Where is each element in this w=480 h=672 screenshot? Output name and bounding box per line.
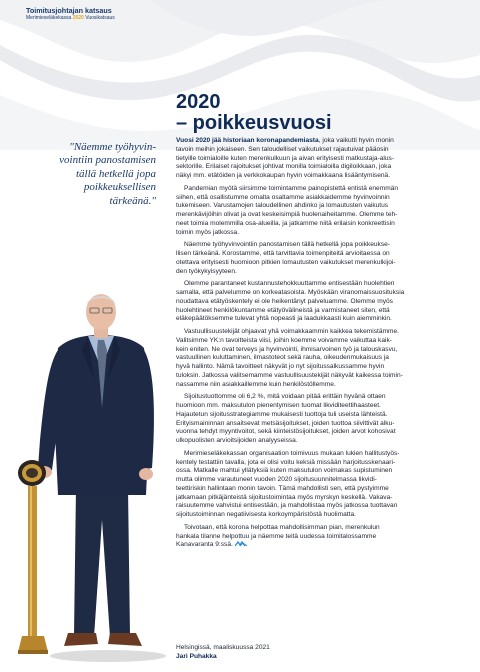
text-line: vastuullinen kuluttaminen, ilmastoteot sekä rauha, oikeudenmukaisuus ja [176, 354, 389, 362]
text-line: Erityismaininnan ansaitsevat metsäsijoitukset, joiden tuottoa siivittivät alku- [176, 419, 395, 427]
text-line: Merimieseläkekassan organisaation toimivuus mukaan lukien hallitustyös- [184, 449, 400, 457]
section-title: Toimitusjohtajan katsaus [26, 6, 112, 15]
text-line: näkyi mm. etätöiden ja verkkokaupan hyvin voimakkaana lisääntymisenä. [176, 172, 391, 179]
signoff-place-date: Helsingissä, maaliskuussa 2021 [176, 644, 270, 651]
report-subtitle [26, 15, 226, 22]
text-line: Vastuullisuustekijät ohjaavat yhä voimakkaammin kaikkea tekemistämme. [184, 328, 399, 335]
report-header [26, 7, 226, 22]
text-line: Valitsimme YK:n tavoitteista viisi, joihin koemme voivamme vaikuttaa kaik- [176, 336, 392, 344]
text-line: Olemme parantaneet kustannustehokkuuttamme entisestään huolehtien [184, 280, 395, 288]
text-line: sektorille. Erilaiset rajoitukset johtivat monilla toimialoilla digiloikkaan, joka [176, 163, 392, 171]
text-line: samalla, että palvelumme on korkeatasoista. Myöskään viranomaissuosituksia [176, 289, 405, 296]
paragraph [176, 450, 448, 520]
signoff [176, 643, 376, 661]
paragraph [176, 328, 448, 389]
text-line: vuonna tehdyt myyntivoitot, sekä kiinteistösijoitukset, joiden arvot kohosivat [176, 428, 396, 436]
article-title [176, 92, 416, 134]
text-line: nassamme niin asiakkaillemme kuin henkilöstöllemme. [176, 380, 336, 388]
pull-quote-line: tällä hetkellä jopa [75, 167, 156, 180]
text-line: Pandemian myötä siirsimme toimintamme painopistettä entistä enemmän [184, 184, 399, 192]
pull-quote-line: poikkeuksellisen [83, 181, 156, 194]
text-line: hyvä hallinto. Nämä tavoitteet näkyvät jo nyt sijoitussalkussamme hyvin [176, 363, 385, 370]
text-line: kein eniten. Ne ovat terveys ja hyvinvointi, ihmisarvoinen työ ja talouskasvu, [176, 345, 398, 353]
paragraph [176, 241, 448, 276]
ceo-portrait-photo [18, 290, 168, 665]
article-body [176, 137, 448, 554]
pull-quote-line: tärkeänä." [109, 194, 156, 207]
report-year: 2020 [72, 15, 84, 21]
paragraph [176, 185, 448, 238]
text-line: sijoitustoiminnan negatiivisesta korkoympäristöstä huolimatta. [176, 511, 356, 518]
text-line: huomioon mm. maksutulon pienentymisen tuomat likviditeettihaasteet. [176, 402, 381, 409]
paragraph [176, 137, 448, 181]
text-line: ossa. Matkalle mahtui yllätyksiä kuten maksutulon voimakas supistuminen [176, 467, 393, 475]
text-line: jatkamaan pitkäjänteistä sijoitustoimintaa myös myrskyn keskellä. Vakava- [176, 493, 393, 501]
report-type: Vuosikatsaus [85, 15, 115, 21]
text-line: merenkävijöihin olivat ja ovat keskeisimpiä huolenaiheitamme. Olemme teh- [176, 211, 398, 218]
pull-quote [38, 141, 156, 208]
lead-in-text: Vuosi 2020 jää historiaan koronapandemiasta [176, 137, 319, 144]
text-line: Kanavaranta 9:ssä. [176, 541, 448, 550]
text-line: tavoin meihin jokaiseen. Sen taloudelliset vaikutukset rajautuivat pääosin [176, 145, 389, 153]
text-line: hankala tilanne helpottuu ja näemme teitä uudessa toimitalossamme [176, 532, 377, 540]
text-line: mutta olimme varautuneet vuoden 2020 sijoitusuunnitelmassa likvidi- [176, 476, 377, 483]
pull-quote-line: "Näemme työhyvin- [69, 141, 156, 153]
paragraph [176, 393, 448, 446]
text-line: Vuosi 2020 jää historiaan koronapandemiasta, joka vaikutti hyvin monin [176, 137, 394, 144]
text-line: otettava erityisesti huomioon pitkien lomautusten vaikutukset merenkulkijoi- [176, 258, 396, 266]
text-line: tietyille toimialoille kuten merenkulkuun ja aivan erityisesti matkustaja-alus- [176, 154, 395, 162]
text-line: siihen, että osallistumme omalta osaltamme asiakkaidemme hyvinvoinnin [176, 193, 390, 201]
paragraph [176, 280, 448, 324]
article-title-text: – poikkeusvuosi [176, 112, 332, 134]
paragraph [176, 524, 448, 550]
article-title-year: 2020 [176, 91, 221, 113]
signoff-name: Jari Puhakka [176, 653, 217, 660]
text-line: Näemme työhyvinvointiin panostamisen tällä hetkellä jopa poikkeukse- [184, 241, 390, 249]
text-line: noudattava etätyöskentely ei ole heikentänyt palveluamme. Olemme myös [176, 297, 393, 305]
text-line: neet toimia molemmilla osa-alueilla, ja jatkamme niitä erilaisin konkreettisin [176, 219, 395, 227]
text-line: ulkopuolisten arvioitsijoiden analyyseissa. [176, 437, 298, 444]
text-line: eläkepäätöksemme tulevat yhtä nopeasti ja laadukkaasti kuin aiemminkin. [176, 315, 392, 323]
text-line: tuloksin. Jatkossa valitsemamme vastuullisuustekijät näkyvät kaikessa toimin- [176, 371, 403, 379]
pull-quote-line: vointiin panostamisen [59, 154, 156, 167]
text-line: Toivotaan, että korona helpottaa mahdollisimman pian, merenkulun [184, 523, 380, 531]
text-line: Sijoitustuottomme oli 6,2 %, mitä voidaan pitää erittäin hyvänä ottaen [184, 393, 386, 401]
text-line: huolehtineet henkilökuntamme etätyövälineistä ja varmistaneet siten, että [176, 306, 390, 314]
text-line: teettiriskin hallintaan monin tavoin. Tämä mahdollisti sen, että pystyimme [176, 484, 389, 492]
text-line: llisen tärkeänä. Korostamme, että tarvittavia toimenpiteitä arvioitaessa on [176, 250, 390, 257]
mek-wave-logo-icon [235, 541, 247, 547]
text-line: toimin myös jatkossa. [176, 228, 240, 236]
text-line: kentely testattiin tavalla, jota ei olisi voitu keksiä missään harjoitusskenaari- [176, 458, 396, 466]
text-line: den työkykyisyyteen. [176, 267, 237, 275]
publisher-name: Merimieseläkekassa [26, 15, 72, 21]
text-line: Hajautetun sijoitusstrategiamme mukaisesti tuottoja tuli useista lähteistä. [176, 410, 388, 418]
text-line: raisuutemme vahvistui entisestään, ja mahdollistaa myös jatkossa tuottavan [176, 502, 398, 510]
text-line: tukemiseen. Varustamojen taloudellinen ahdinko ja lomautusten vaikutus [176, 202, 389, 210]
